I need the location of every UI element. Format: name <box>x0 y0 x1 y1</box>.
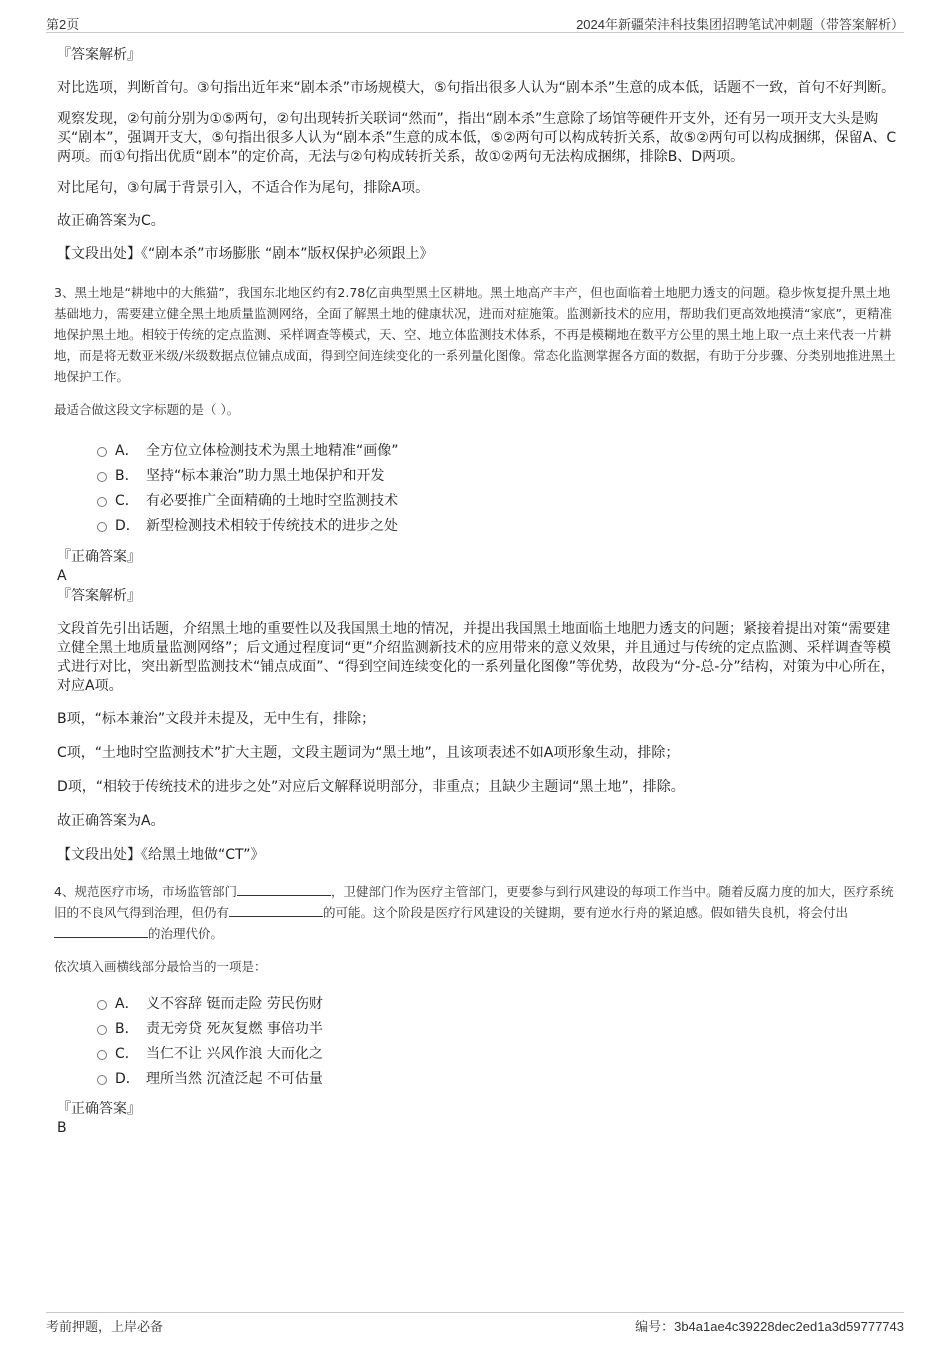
q3-analysis-para3: C项，“土地时空监测技术”扩大主题，文段主题词为“黑土地”，且该项表述不如A项形象生动，排除； <box>57 745 680 761</box>
radio-icon[interactable] <box>97 497 107 507</box>
q2-analysis-conclusion: 故正确答案为C。 <box>57 213 165 229</box>
q3-options <box>57 439 897 539</box>
radio-icon[interactable] <box>97 1075 107 1085</box>
q3-analysis-conclusion: 故正确答案为A。 <box>57 813 165 829</box>
q3-option-d[interactable]: D． 新型检测技术相较于传统技术的进步之处 <box>57 514 897 539</box>
document-title: 2024年新疆荣沣科技集团招聘笔试冲刺题（带答案解析） <box>576 17 904 32</box>
q3-analysis-para4: D项，“相较于传统技术的进步之处”对应后文解释说明部分，非重点；且缺少主题词“黑土地”，排除。 <box>57 779 685 795</box>
q3-answer-title: 『正确答案』 <box>57 549 141 565</box>
q2-source: 【文段出处】《“剧本杀”市场膨胀 “剧本”版权保护必须跟上》 <box>57 246 434 262</box>
radio-icon[interactable] <box>97 472 107 482</box>
page-number: 第2页 <box>46 17 80 32</box>
blank-line-1 <box>237 882 331 896</box>
radio-icon[interactable] <box>97 1050 107 1060</box>
q3-answer: A <box>57 568 67 584</box>
q2-analysis-para1: 对比选项，判断首句。③句指出近年来“剧本杀”市场规模大，⑤句指出很多人认为“剧本杀”生意的成本低，话题不一致，首句不好判断。 <box>57 80 896 96</box>
q4-option-a[interactable]: A． 义不容辞 铤而走险 劳民伤财 <box>57 992 897 1017</box>
q3-analysis-para1: 文段首先引出话题，介绍黑土地的重要性以及我国黑土地的情况，并提出我国黑土地面临土地肥力透支的问题；紧接着提出对策“需要建立健全黑土地质量监测网络”；后文通过程度词“更”介绍监测新技术的应用带来的意义效果，并且通过与传统的定点监测、采样调查等模式进行对比，突出新型监测技术“铺点成面”、“得到空间连续变化的一系列量化图像”等优势，故段为“分-总-分”结构，对策为中心所在，对应A项。 <box>57 621 895 694</box>
q3-option-b[interactable]: B． 坚持“标本兼治”助力黑土地保护和开发 <box>57 464 897 489</box>
q4-option-b[interactable]: B． 责无旁贷 死灰复燃 事倍功半 <box>57 1017 897 1042</box>
q3-option-c[interactable]: C． 有必要推广全面精确的土地时空监测技术 <box>57 489 897 514</box>
q3-analysis-para2: B项，“标本兼治”文段并未提及，无中生有，排除； <box>57 711 376 727</box>
q4-options <box>57 992 897 1092</box>
footer-slogan: 考前押题，上岸必备 <box>46 1320 164 1335</box>
q2-analysis-title: 『答案解析』 <box>57 47 141 63</box>
q4-option-d[interactable]: D． 理所当然 沉渣泛起 不可估量 <box>57 1067 897 1092</box>
radio-icon[interactable] <box>97 447 107 457</box>
radio-icon[interactable] <box>97 522 107 532</box>
q4-answer-title: 『正确答案』 <box>57 1101 141 1117</box>
q4-question: 依次填入画横线部分最恰当的一项是： <box>54 959 267 974</box>
q4-option-c[interactable]: C． 当仁不让 兴风作浪 大而化之 <box>57 1042 897 1067</box>
q3-option-a[interactable]: A． 全方位立体检测技术为黑土地精准“画像” <box>57 439 897 464</box>
blank-line-2 <box>229 903 323 917</box>
blank-line-3 <box>54 924 148 938</box>
q3-question: 最适合做这段文字标题的是（ ）。 <box>54 402 240 417</box>
q4-answer: B <box>57 1120 67 1136</box>
radio-icon[interactable] <box>97 1025 107 1035</box>
page-content <box>54 46 897 1138</box>
page-footer <box>46 1312 904 1333</box>
q3-analysis-title: 『答案解析』 <box>57 588 141 604</box>
document-id: 编号：3b4a1ae4c39228dec2ed1a3d59777743 <box>635 1319 904 1334</box>
q3-source: 【文段出处】《给黑土地做“CT”》 <box>57 847 265 863</box>
radio-icon[interactable] <box>97 1000 107 1010</box>
q4-stem: 4、规范医疗市场，市场监管部门 ，卫健部门作为医疗主管部门，更要参与到行风建设的每项工作当中。随着反腐力度的加大，医疗系统旧的不良风气得到治理，但仍有 的可能。这个阶段是医疗行风建设的关键期，要有逆水行舟的紧迫感。假如错失良机，将会付出的治理代价。 <box>54 884 894 941</box>
q2-analysis-para3: 对比尾句，③句属于背景引入，不适合作为尾句，排除A项。 <box>57 180 430 196</box>
q3-stem: 3、黑土地是“耕地中的大熊猫”，我国东北地区约有2.78亿亩典型黑土区耕地。黑土地高产丰产，但也面临着土地肥力透支的问题。稳步恢复提升黑土地基础地力，需要建立健全黑土地质量监测网络，全面了解黑土地的健康状况，进而对症施策。监测新技术的应用，帮助我们更高效地摸清“家底”，更精准地保护黑土地。相较于传统的定点监测、采样调查等模式，天、空、地立体监测技术体系，不再是模糊地在数平方公里的黑土地上取一点土来代表一片耕地，而是将无数亚米级/米级数据点位铺点成面，得到空间连续变化的一系列量化图像。常态化监测掌握各方面的数据，有助于分步骤、分类别地推进黑土地保护工作。 <box>54 285 896 384</box>
q2-analysis-para2: 观察发现，②句前分别为①⑤两句，②句出现转折关联词“然而”，指出“剧本杀”生意除了场馆等硬件开支外，还有另一项开支大头是购买“剧本”，强调开支大，⑤句指出很多人认为“剧本杀”生意的成本低，⑤②两句可以构成转折关系，故⑤②两句可以构成捆绑，保留A、C两项。而①句指出优质“剧本”的定价高，无法与②句构成转折关系，故①②两句无法构成捆绑，排除B、D两项。 <box>57 111 897 165</box>
page-header <box>46 12 904 33</box>
